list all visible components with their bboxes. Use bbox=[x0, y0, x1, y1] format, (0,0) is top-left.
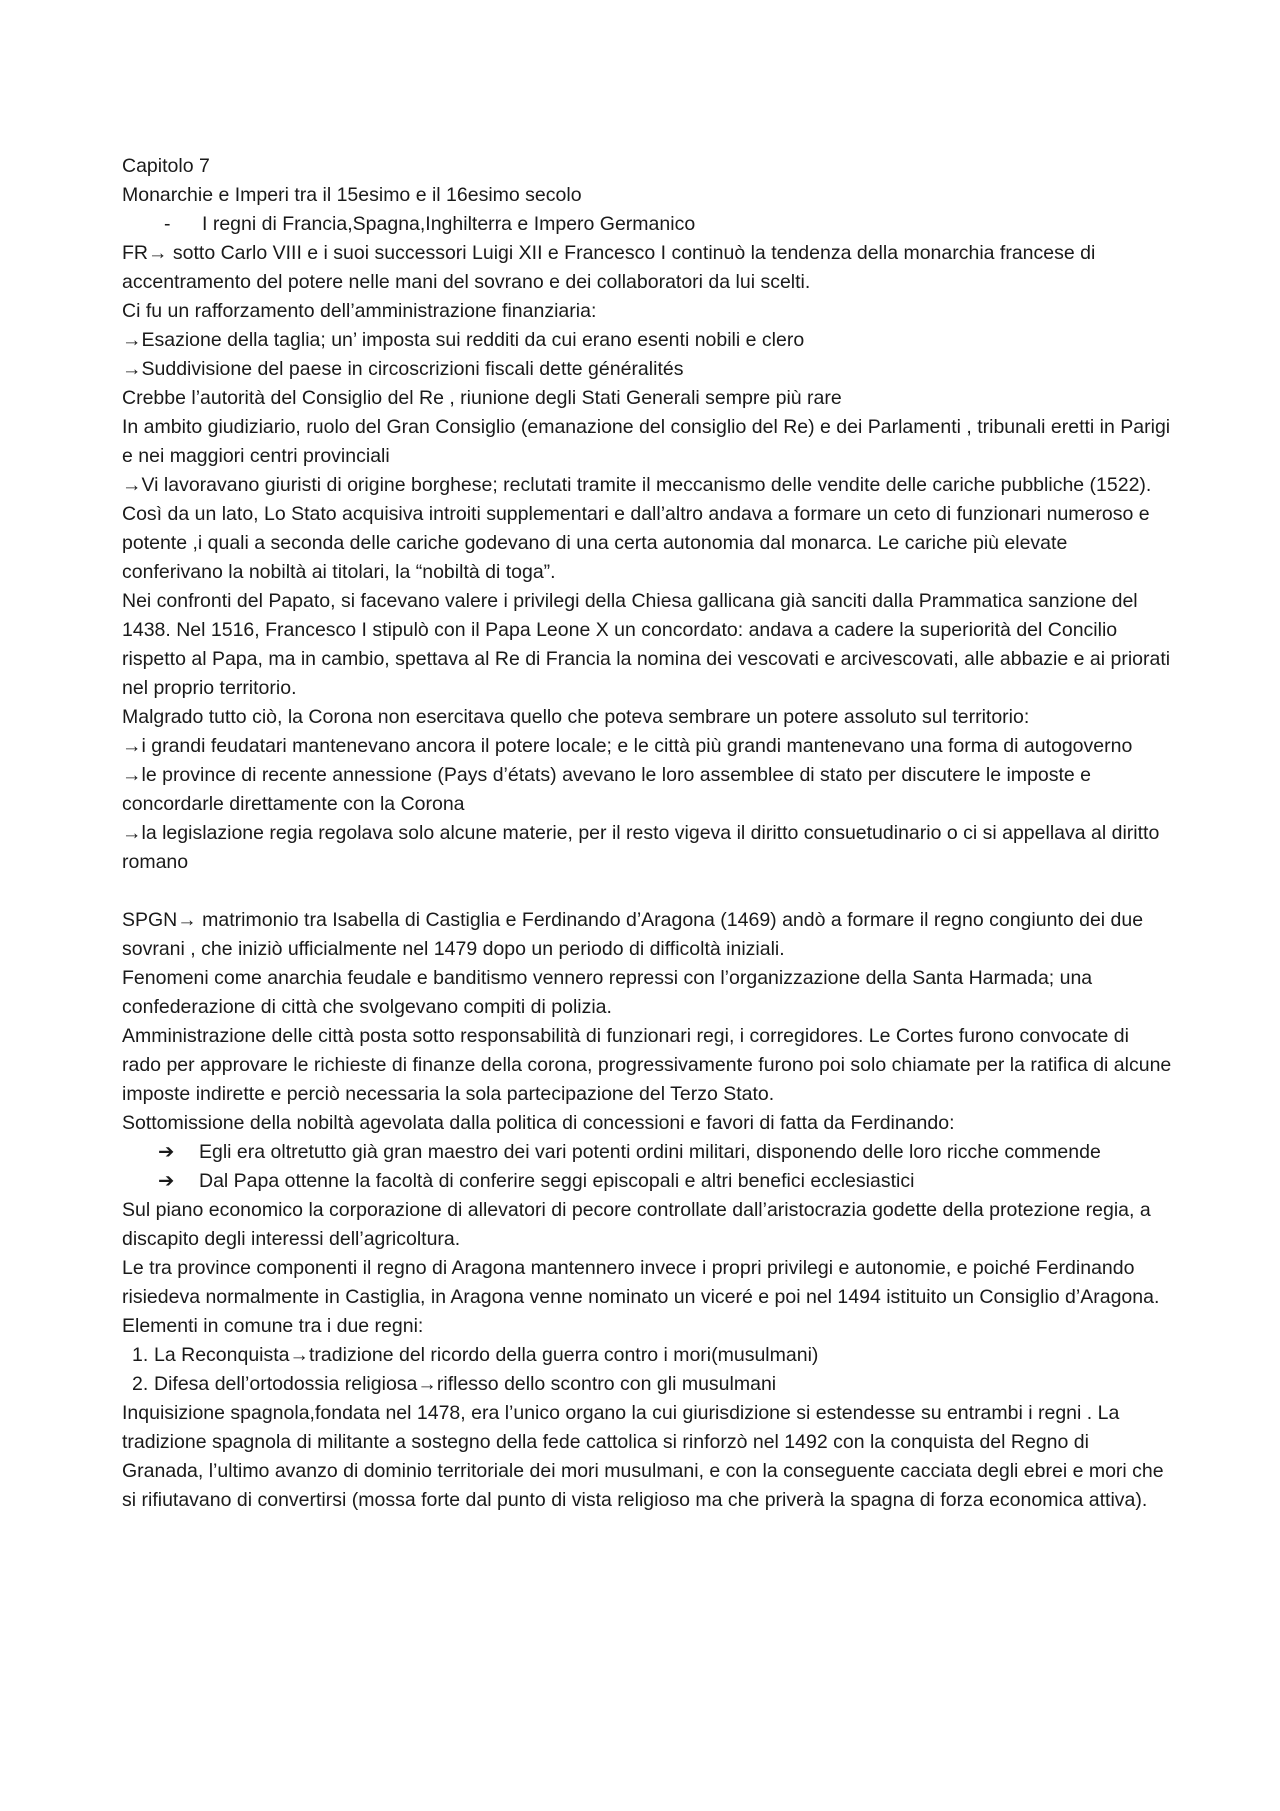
spain-paragraph: Sul piano economico la corporazione di allevatori di pecore controllate dall’aristocrazia godette della protezione regia, a discapito degli interessi dell’agricoltura. bbox=[122, 1199, 1151, 1250]
arrow-bullet-text: Egli era oltretutto già gran maestro dei vari potenti ordini militari, disponendo delle loro ricche commende bbox=[199, 1141, 1101, 1163]
dash-bullet-mark: - bbox=[164, 213, 171, 235]
numbered-list-item bbox=[122, 1370, 1172, 1399]
numbered-list-item bbox=[122, 1341, 1172, 1370]
spain-paragraph: Elementi in comune tra i due regni: bbox=[122, 1315, 424, 1337]
list-item-text: La Reconquista→tradizione del ricordo della guerra contro i mori(musulmani) bbox=[154, 1344, 819, 1366]
france-paragraph: FR→ sotto Carlo VIII e i suoi successori Luigi XII e Francesco I continuò la tendenza della monarchia francese di accentramento del potere nelle mani del sovrano e dei collaboratori da lui scelti. bbox=[122, 242, 1096, 293]
list-item-text: Difesa dell’ortodossia religiosa→riflesso dello scontro con gli musulmani bbox=[154, 1373, 777, 1395]
arrow-bullet-icon: ➔ bbox=[158, 1170, 175, 1192]
france-paragraph: →le province di recente annessione (Pays d’états) avevano le loro assemblee di stato per discutere le imposte e concordarle direttamente con la Corona bbox=[122, 764, 1092, 815]
france-paragraph: →Esazione della taglia; un’ imposta sui redditi da cui erano esenti nobili e clero bbox=[122, 329, 805, 351]
dash-list-item bbox=[122, 210, 1172, 239]
france-paragraph: In ambito giudiziario, ruolo del Gran Consiglio (emanazione del consiglio del Re) e dei Parlamenti , tribunali eretti in Parigi e nei maggiori centri provinciali bbox=[122, 416, 1171, 467]
list-number: 2. bbox=[132, 1373, 149, 1395]
spain-paragraph: Inquisizione spagnola,fondata nel 1478, era l’unico organo la cui giurisdizione si estendesse su entrambi i regni . La tradizione spagnola di militante a sostegno della fede cattolica si rinforzò nel 1492 con la conquista del Regno di Granada, l’ultimo avanzo di dominio territoriale dei mori musulmani, e con la conseguente cacciata degli ebrei e mori che si rifiutavano di convertirsi (mossa forte dal punto di vista religioso ma che priverà la spagna di forza economica attiva). bbox=[122, 1402, 1164, 1511]
dash-bullet-text: I regni di Francia,Spagna,Inghilterra e Impero Germanico bbox=[202, 213, 696, 235]
blank-line bbox=[122, 877, 1172, 906]
document-page bbox=[122, 152, 1172, 1515]
chapter-heading: Capitolo 7 bbox=[122, 155, 210, 177]
france-paragraph: →la legislazione regia regolava solo alcune materie, per il resto vigeva il diritto consuetudinario o ci si appellava al diritto romano bbox=[122, 822, 1160, 873]
spain-paragraph: Fenomeni come anarchia feudale e banditismo vennero repressi con l’organizzazione della Santa Harmada; una confederazione di città che svolgevano compiti di polizia. bbox=[122, 967, 1093, 1018]
france-paragraph: →Suddivisione del paese in circoscrizioni fiscali dette généralités bbox=[122, 358, 684, 380]
chapter-subheading: Monarchie e Imperi tra il 15esimo e il 16esimo secolo bbox=[122, 184, 582, 206]
arrow-bullet-icon: ➔ bbox=[158, 1141, 175, 1163]
france-paragraph: →i grandi feudatari mantenevano ancora il potere locale; e le città più grandi mantenevano una forma di autogoverno bbox=[122, 735, 1133, 757]
spain-paragraph: Sottomissione della nobiltà agevolata dalla politica di concessioni e favori di fatta da Ferdinando: bbox=[122, 1112, 955, 1134]
france-paragraph: Crebbe l’autorità del Consiglio del Re , riunione degli Stati Generali sempre più rare bbox=[122, 387, 842, 409]
arrow-bullet-text: Dal Papa ottenne la facoltà di conferire seggi episcopali e altri benefici ecclesiastici bbox=[199, 1170, 915, 1192]
spain-paragraph: SPGN→ matrimonio tra Isabella di Castiglia e Ferdinando d’Aragona (1469) andò a formare il regno congiunto dei due sovrani , che iniziò ufficialmente nel 1479 dopo un periodo di difficoltà iniziali. bbox=[122, 909, 1144, 960]
france-paragraph: Malgrado tutto ciò, la Corona non esercitava quello che poteva sembrare un potere assoluto sul territorio: bbox=[122, 706, 1030, 728]
arrow-list-item bbox=[122, 1167, 1172, 1196]
france-paragraph: Ci fu un rafforzamento dell’amministrazione finanziaria: bbox=[122, 300, 597, 322]
arrow-list-item bbox=[122, 1138, 1172, 1167]
spain-paragraph: Amministrazione delle città posta sotto responsabilità di funzionari regi, i corregidores. Le Cortes furono convocate di rado per approvare le richieste di finanze della corona, progressivamente furono poi solo chiamate per la ratifica di alcune imposte indirette e perciò necessaria la sola partecipazione del Terzo Stato. bbox=[122, 1025, 1172, 1105]
list-number: 1. bbox=[132, 1344, 149, 1366]
france-paragraph: →Vi lavoravano giuristi di origine borghese; reclutati tramite il meccanismo delle vendite delle cariche pubbliche (1522). Così da un lato, Lo Stato acquisiva introiti supplementari e dall’altro andava a formare un ceto di funzionari numeroso e potente ,i quali a seconda delle cariche godevano di una certa autonomia dal monarca. Le cariche più elevate conferivano la nobiltà ai titolari, la “nobiltà di toga”. bbox=[122, 474, 1152, 583]
france-paragraph: Nei confronti del Papato, si facevano valere i privilegi della Chiesa gallicana già sanciti dalla Prammatica sanzione del 1438. Nel 1516, Francesco I stipulò con il Papa Leone X un concordato: andava a cadere la superiorità del Concilio rispetto al Papa, ma in cambio, spettava al Re di Francia la nomina dei vescovati e arcivescovati, alle abbazie e ai priorati nel proprio territorio. bbox=[122, 590, 1171, 699]
spain-paragraph: Le tra province componenti il regno di Aragona mantennero invece i propri privilegi e autonomie, e poiché Ferdinando risiedeva normalmente in Castiglia, in Aragona venne nominato un viceré e poi nel 1494 istituito un Consiglio d’Aragona. bbox=[122, 1257, 1160, 1308]
